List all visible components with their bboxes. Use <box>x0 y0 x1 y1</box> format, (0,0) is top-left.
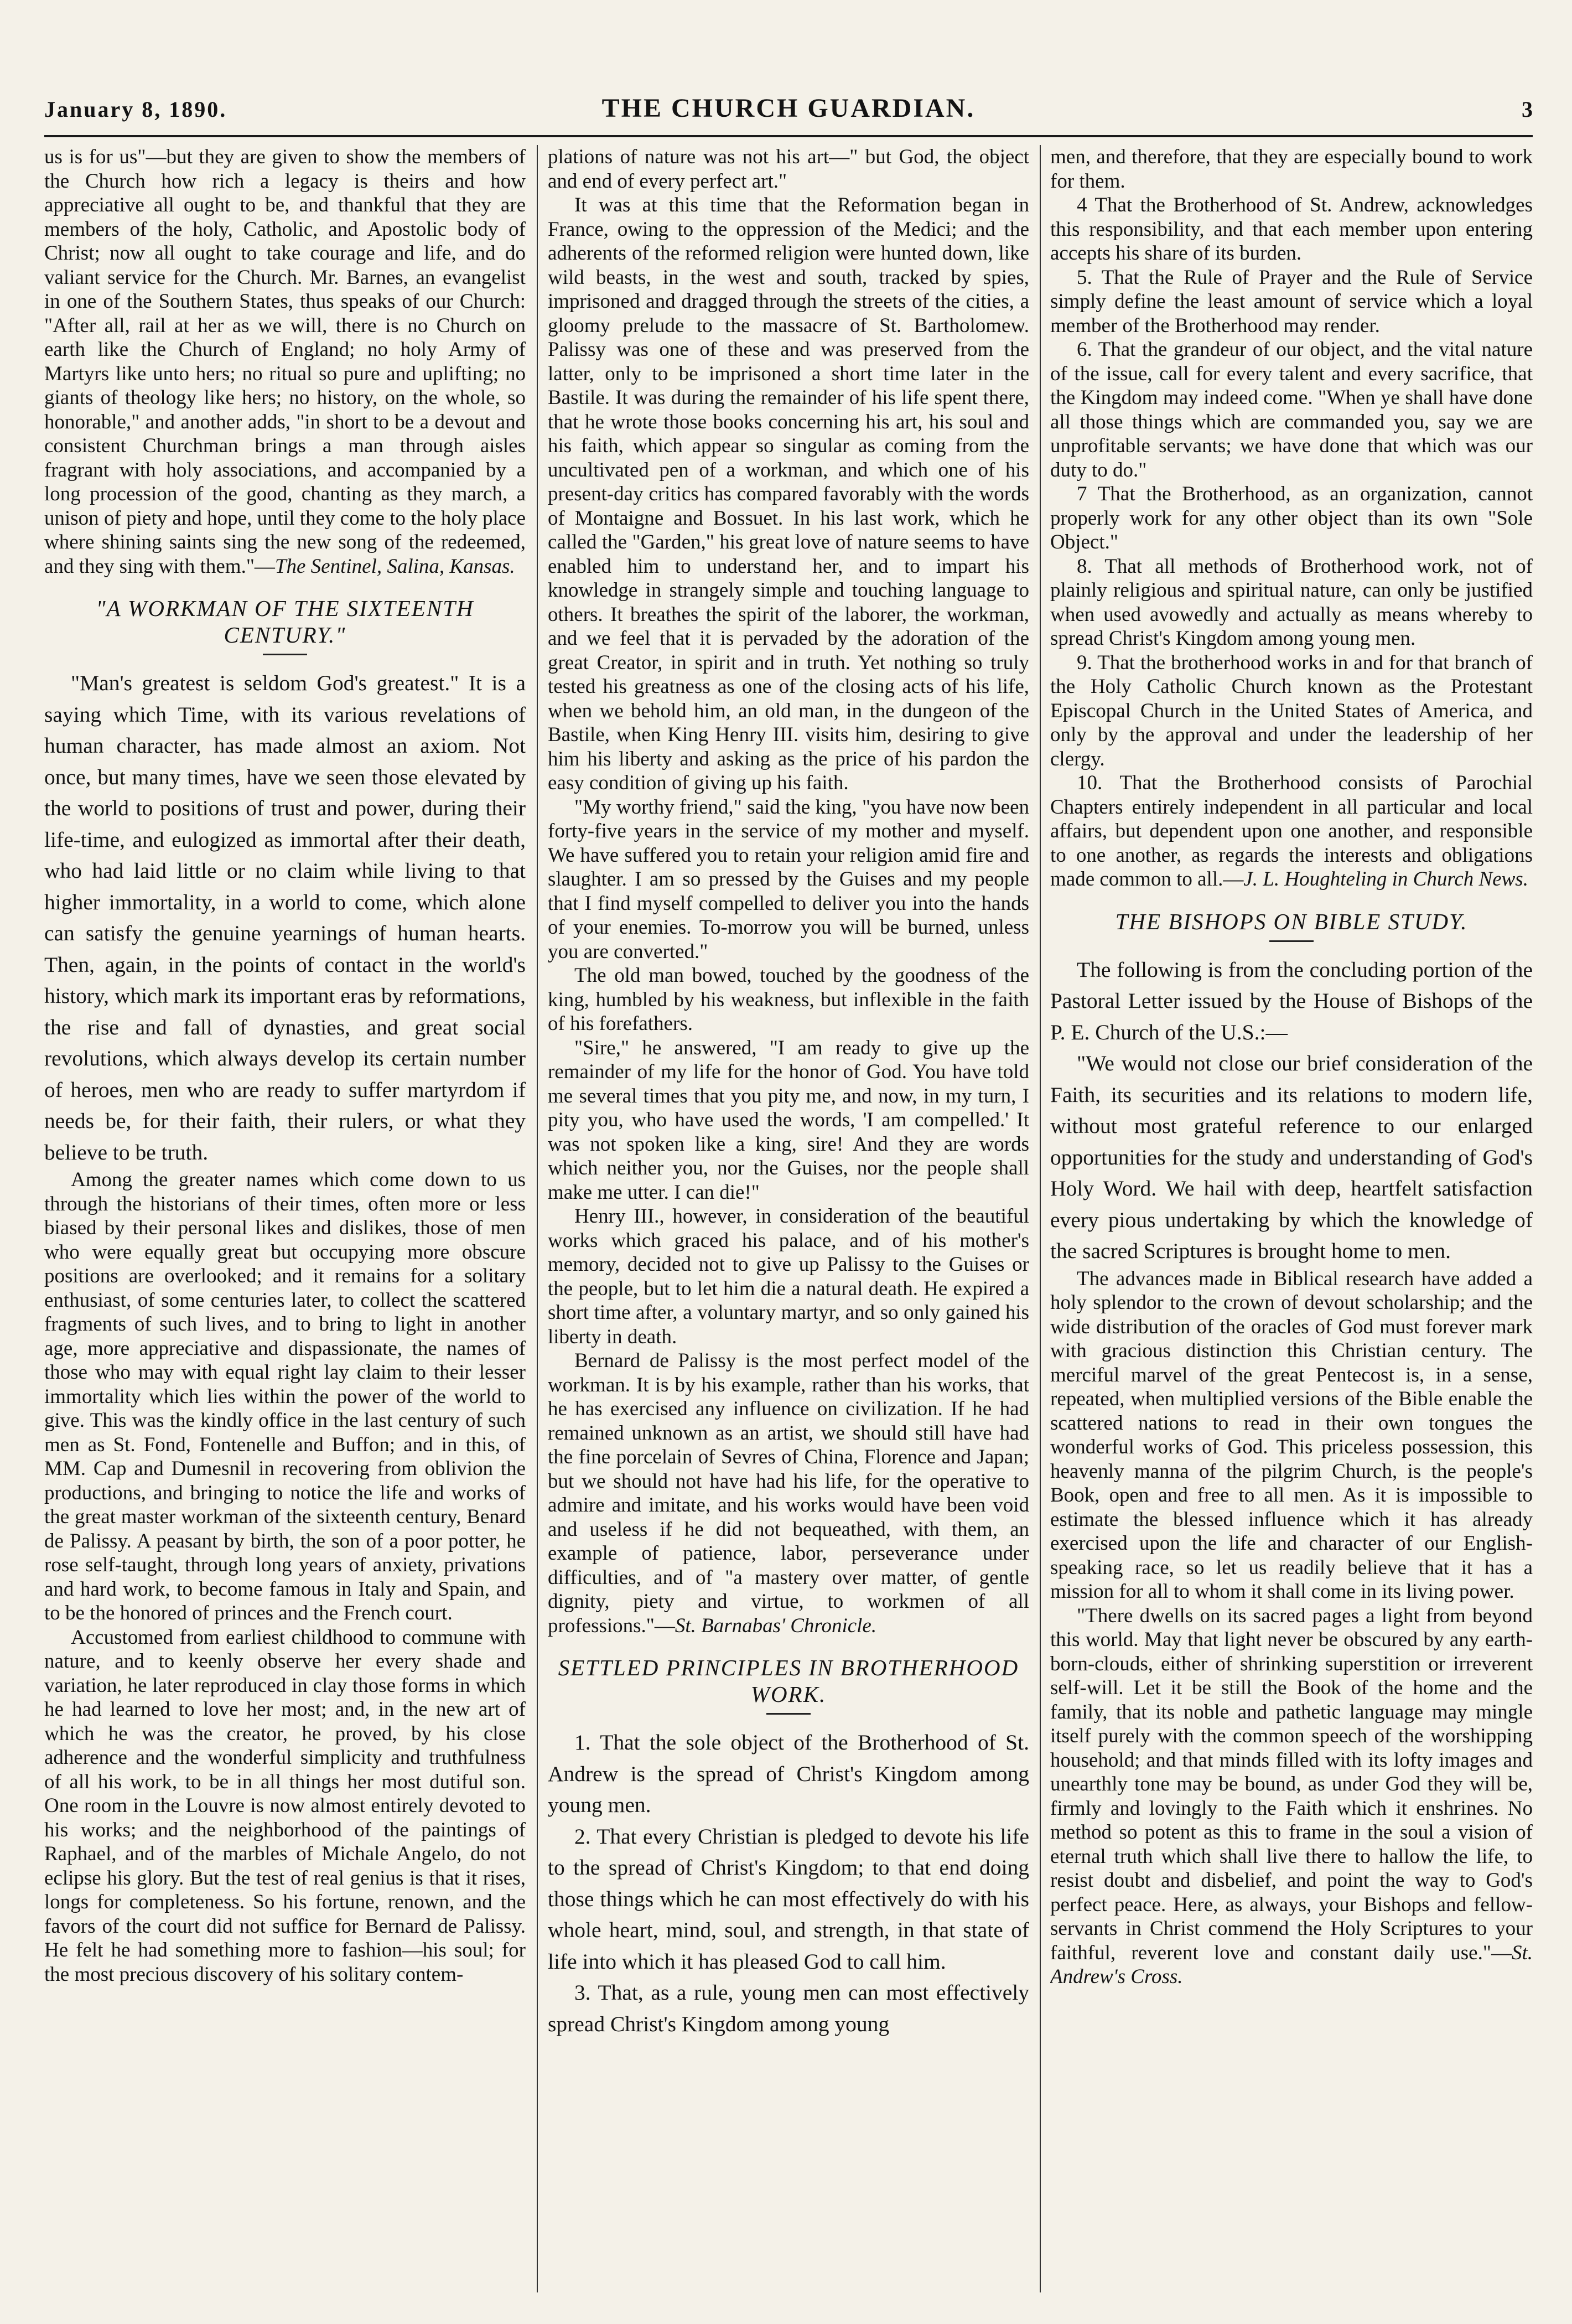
article-paragraph: The old man bowed, touched by the goodness of the king, humbled by his weakness, but inflexible in the faith of his forefathers. <box>548 964 1029 1035</box>
principle-item: 9. That the brotherhood works in and for that branch of the Holy Catholic Church known as the Protestant Episcopal Church in the United States of America, and only by the approval and under the leadership of her clergy. <box>1050 651 1533 770</box>
article-paragraph <box>44 145 526 578</box>
issue-date: January 8, 1890. <box>44 97 227 122</box>
source-credit: J. L. Houghteling in Church News. <box>1243 868 1528 891</box>
principle-item: 8. That all methods of Brotherhood work, not of plainly religious and spiritual nature, can only be justified when used avowedly and actually as means whereby to spread Christ's Kingdom among young men. <box>1050 555 1533 650</box>
principle-item: 1. That the sole object of the Brotherhood of St. Andrew is the spread of Christ's Kingdom among young men. <box>548 1730 1029 1817</box>
principle-item: men, and therefore, that they are especially bound to work for them. <box>1050 146 1533 193</box>
article-paragraph: Among the greater names which come down to us through the historians of their times, often more or less biased by their personal likes and dislikes, those of men who were equally great but occupying more obscure positions are overlooked; and it remains for a solitary enthusiast, of some centuries later, to collect the scattered fragments of such lives, and to bring to light in another age, more appreciative and dispassionate, the names of those who may with equal right lay claim to their lesser immortality which lies within the power of the world to give. This was the kindly office in the last century of such men as St. Fond, Fontenelle and Buffon; and in this, of MM. Cap and Dumesnil in recovering from oblivion the productions, and bringing to notice the life and works of the great master workman of the sixteenth century, Benard de Palissy. A peasant by birth, the son of a poor potter, he rose self-taught, through long years of anxiety, privations and hard work, to become famous in Italy and Spain, and to be the honored of princes and the French court. <box>44 1168 526 1624</box>
article-paragraph: "Man's greatest is seldom God's greatest." It is a saying which Time, with its various revelations of human character, has made almost an axiom. Not once, but many times, have we seen those elevated by the world to positions of trust and power, during their life-time, and eulogized as immortal after their death, who had laid little or no claim while living to that higher immortality, in a world to come, which alone can satisfy the genuine yearnings of human hearts. Then, again, in the points of contact in the world's history, which mark its important eras by reformations, the rise and fall of dynasties, and great social revolutions, which always develop its certain number of heroes, men who are ready to suffer martyrdom if needs be, for their faith, their rulers, or what they believe to be truth. <box>44 671 526 1164</box>
heading-rule <box>263 654 307 655</box>
article-paragraph: It was at this time that the Reformation began in France, owing to the oppression of the Medici; and the adherents of the reformed religion were hunted down, like wild beasts, in the west and south, tracked by spies, imprisoned and dragged through the streets of the cities, a gloomy prelude to the massacre of St. Bartholomew. Palissy was one of these and was preserved from the latter, only to be imprisoned a short time later in the Bastile. It was during the remainder of his life spent there, that he wrote those books concerning his art, his soul and his faith, which appear so singular as coming from the uncultivated pen of a workman, and which one of his present-day critics has compared favorably with the words of Montaigne and Bossuet. In his last work, which he called the "Garden," his great love of nature seems to have enabled him to understand her, and to impart his knowledge in strangely simple and touching language to others. It breathes the spirit of the laborer, the workman, and we feel that it is pervaded by the adoration of the great Creator, in spirit and in truth. Yet nothing so truly tested his greatness as one of the closing acts of his life, when we behold him, an old man, in the dungeon of the Bastile, when King Henry III. visits him, desiring to give him his liberty and asking as the price of his pardon the easy condition of giving up his faith. <box>548 194 1029 794</box>
masthead <box>44 93 1533 132</box>
principle-item: 7 That the Brotherhood, as an organization, cannot properly work for any other object than its own "Sole Object." <box>1050 483 1533 553</box>
column-divider <box>1040 145 1041 2292</box>
article-paragraph: "My worthy friend," said the king, "you have now been forty-five years in the service of my mother and myself. We have suffered you to retain your religion amid fire and slaughter. I am so pressed by the Guises and my people that I find myself compelled to deliver you into the hands of your enemies. To-morrow you will be burned, unless you are converted." <box>548 795 1029 963</box>
article-paragraph: The advances made in Biblical research have added a holy splendor to the crown of devout scholarship; and the wide distribution of the oracles of God must forever mark with gracious distinction this Christian century. The merciful marvel of the great Pentecost is, in a sense, repeated, when multiplied versions of the Bible enable the scattered nations to read in their own tongues the wonderful works of God. This priceless possession, this heavenly manna of the pilgrim Church, is the people's Book, open and free to all men. As it is impossible to estimate the blessed influence which it has already exercised upon the life and character of our English-speaking race, so let us readily believe that it has a mission for all to whom it shall come in its living power. <box>1050 1267 1533 1603</box>
column-3 <box>1050 145 1533 2304</box>
article-paragraph <box>548 1349 1029 1638</box>
source-credit: St. Barnabas' Chronicle. <box>675 1614 877 1637</box>
principle-item: 2. That every Christian is pledged to devote his life to the spread of Christ's Kingdom; to that end doing those things which he can most effectively do with his whole heart, mind, soul, and strength, in that state of life into which it has pleased God to call him. <box>548 1824 1029 1974</box>
article-heading: THE BISHOPS ON BIBLE STUDY. <box>1115 908 1468 934</box>
principle-item: 5. That the Rule of Prayer and the Rule of Service simply define the least amount of service which a loyal member of the Brotherhood may render. <box>1050 266 1533 337</box>
heading-rule <box>1269 940 1314 942</box>
principle-item: 6. That the grandeur of our object, and the vital nature of the issue, call for every talent and every sacrifice, that the Kingdom may indeed come. "When ye shall have done all those things which are commanded you, say we are unprofitable servants; we have done that which was our duty to do." <box>1050 338 1533 482</box>
page-number: 3 <box>1522 97 1533 122</box>
column-1 <box>44 145 526 2304</box>
paragraph-text: "There dwells on its sacred pages a light from beyond this world. May that light never be obscured by any earth-born-clouds, either of shrinking superstition or irreverent self-will. Let it be still the Book of the home and the family, that its noble and pathetic language may mingle itself purely with the common speech of the worshipping household; and that minds filled with its lofty images and unearthly tone may be bound, as under God they will be, firmly and lovingly to the Faith which it enshrines. No method so potent as this to frame in the soul a vision of eternal truth which shall live there to hallow the life, to resist doubt and disbelief, and point the way to God's perfect peace. Here, as always, your Bishops and fellow-servants in Christ commend the Holy Scriptures to your faithful, reverent love and constant daily use."— <box>1050 1604 1533 1964</box>
principle-item: 4 That the Brotherhood of St. Andrew, acknowledges this responsibility, and that each member upon entering accepts his share of its burden. <box>1050 194 1533 265</box>
paragraph-text: 10. That the Brotherhood consists of Parochial Chapters entirely independent in all particular and local affairs, but dependent upon one another, and responsible to one another, as regards the interests and obligations made common to all.— <box>1050 772 1533 891</box>
source-credit: The Sentinel, Salina, Kansas. <box>274 555 515 578</box>
article-paragraph <box>1050 1604 1533 1989</box>
heading-rule <box>766 1713 811 1715</box>
header-rule <box>44 135 1533 137</box>
paragraph-text: Bernard de Palissy is the most perfect model of the workman. It is by his example, rather than his works, that he has exercised any influence on civilization. If he had remained unknown as an artist, we should still have had the fine porcelain of Sevres of China, Florence and Japan; but we should not have had his life, for the operative to admire and imitate, and his works would have been void and useless if he did not bequeathed, with them, an example of patience, labor, perseverance under difficulties, and of "a mastery over matter, of gentle dignity, piety and virtue, to workmen of all professions."— <box>548 1349 1029 1637</box>
article-paragraph: "Sire," he answered, "I am ready to give up the remainder of my life for the honor of God. You have told me several times that you pity me, and now, in my turn, I pity you, who have used the words, 'I am compelled.' It was not spoken like a king, sire! And they are words which neither you, nor the Guises, nor the people shall make me utter. I can die!" <box>548 1036 1029 1204</box>
principle-item <box>1050 771 1533 892</box>
column-2 <box>548 145 1029 2304</box>
article-heading: "A WORKMAN OF THE SIXTEENTH CENTURY." <box>96 596 474 648</box>
article-heading: SETTLED PRINCIPLES IN BROTHERHOOD WORK. <box>558 1655 1019 1707</box>
article-paragraph: Henry III., however, in consideration of the beautiful works which graced his palace, and of his mother's memory, decided not to give up Palissy to the Guises or the people, but to let him die a natural death. He expired a short time after, a voluntary martyr, and so only gained his liberty in death. <box>548 1205 1029 1348</box>
article-paragraph: "We would not close our brief consideration of the Faith, its securities and its relations to modern life, without most grateful reference to our enlarged opportunities for the study and understanding of God's Holy Word. We hail with deep, heartfelt satisfaction every pious undertaking by which the knowledge of the sacred Scriptures is brought home to men. <box>1050 1051 1533 1263</box>
article-paragraph: Accustomed from earliest childhood to commune with nature, and to keenly observe her every shade and variation, he later reproduced in clay those forms in which he had learned to love her most; and, in the new art of which he was the creator, he proved, by his close adherence and the wonderful simplicity and truthfulness of all his work, to be in all things her most dutiful son. One room in the Louvre is now almost entirely devoted to his works; and the neighborhood of the paintings of Raphael, and of the marbles of Michale Angelo, do not eclipse his glory. But the test of real genius is that it rises, longs for completeness. So his fortune, renown, and the favors of the court did not suffice for Bernard de Palissy. He felt he had something more to fashion—his soul; for the most precious discovery of his solitary contem- <box>44 1626 526 1986</box>
article-paragraph: The following is from the concluding portion of the Pastoral Letter issued by the House of Bishops of the P. E. Church of the U.S.:— <box>1050 957 1533 1044</box>
newspaper-title: THE CHURCH GUARDIAN. <box>601 94 976 123</box>
column-divider <box>537 145 538 2292</box>
principle-item: 3. That, as a rule, young men can most effectively spread Christ's Kingdom among young <box>548 1980 1029 2036</box>
article-paragraph: plations of nature was not his art—" but God, the object and end of every perfect art." <box>548 146 1029 193</box>
source-credit: St. Andrew's Cross. <box>1050 1941 1533 1988</box>
paragraph-text: us is for us"—but they are given to show the members of the Church how rich a legacy is theirs and how appreciative all ought to be, and thankful that they are members of the holy, Catholic, and Apostolic body of Christ; now all ought to take courage and life, and do valiant service for the Church. Mr. Barnes, an evangelist in one of the Southern States, thus speaks of our Church: "After all, rail at her as we will, there is no Church on earth like the Church of England; no holy Army of Martyrs like unto hers; no ritual so pure and uplifting; no giants of theology like hers; no history, on the whole, so honorable," and another adds, "in short to be a devout and consistent Churchman brings a man through aisles fragrant with holy associations, and accompanied by a long procession of the good, chanting as they march, a unison of piety and hope, until they come to the holy place where shining saints sing the new song of the redeemed, and they sing with them."— <box>44 146 526 578</box>
